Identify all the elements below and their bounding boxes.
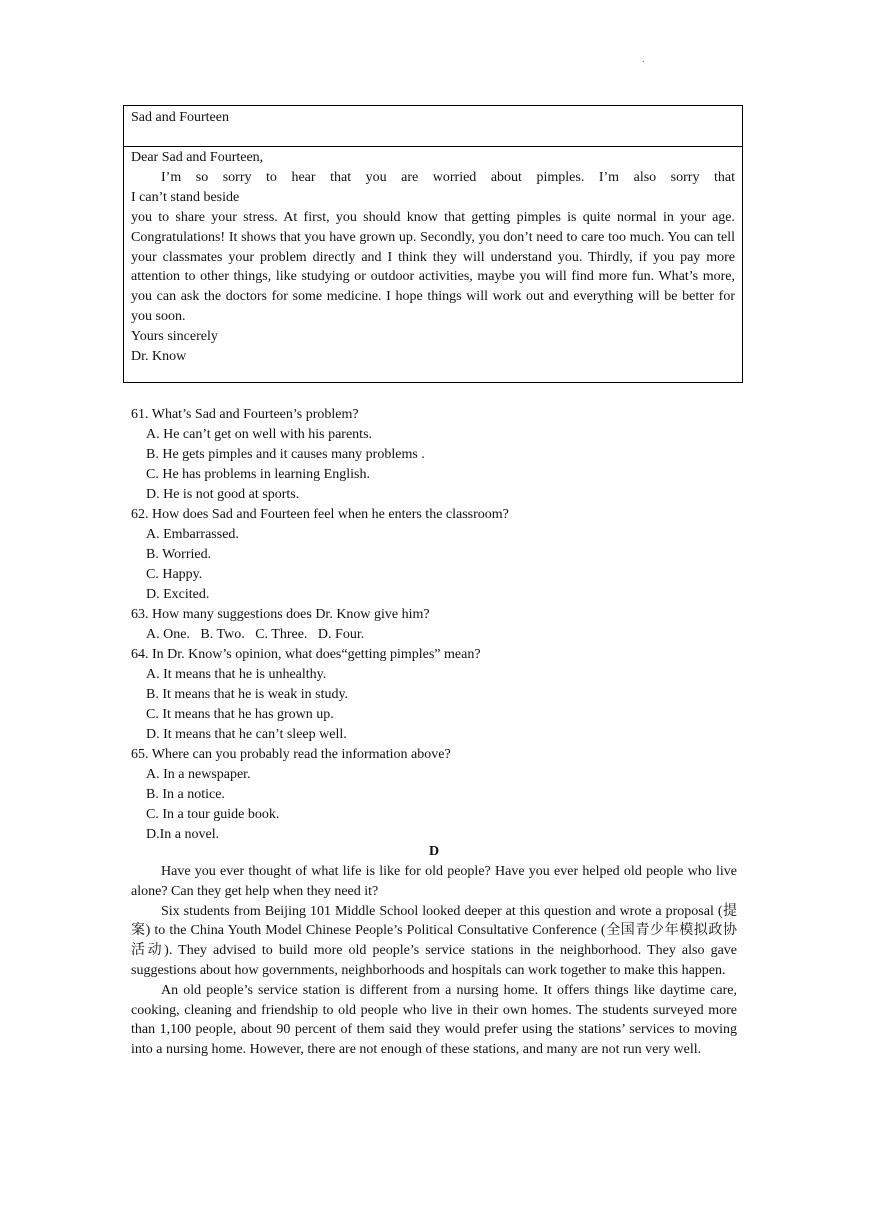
- question-option: B. He gets pimples and it causes many problems .: [146, 447, 425, 462]
- passage-paragraph: An old people’s service station is different from a nursing home. It offers things like daytime care, cooking, cleaning and friendship to old people who live in their own homes. The students surveyed more than 1,100 people, about 90 percent of them said they would prefer using the stations’ services to moving into a nursing home. However, there are not enough of these stations, and many are not run very well.: [131, 982, 737, 1058]
- question-stem: 61. What’s Sad and Fourteen’s problem?: [131, 407, 359, 422]
- passage-d: [131, 842, 737, 1060]
- question-option: D.In a novel.: [146, 827, 220, 842]
- header-mark: .: [642, 54, 645, 65]
- question-option: B. In a notice.: [146, 787, 225, 802]
- question-option: A. Embarrassed.: [146, 527, 239, 542]
- letter-box: [123, 105, 743, 383]
- question-list: [131, 405, 741, 845]
- question-options-inline: A. One. B. Two. C. Three. D. Four.: [146, 627, 365, 642]
- question-option: A. In a newspaper.: [146, 767, 251, 782]
- question-option: A. It means that he is unhealthy.: [146, 667, 327, 682]
- question-stem: 64. In Dr. Know’s opinion, what does“getting pimples” mean?: [131, 647, 481, 662]
- passage-paragraph: Six students from Beijing 101 Middle School looked deeper at this question and wrote a proposal (提案) to the China Youth Model Chinese People’s Political Consultative Conference (全国青少年模拟政协活动). They advised to build more old people’s service stations in the neighborhood. They also gave suggestions about how governments, neighborhoods and hospitals can work together to make this happen.: [131, 903, 737, 978]
- letter-para-line1: I’m so sorry to hear that you are worried about pimples. I’m also sorry that: [161, 170, 735, 185]
- letter-title: Sad and Fourteen: [124, 106, 742, 147]
- passage-paragraph: Have you ever thought of what life is like for old people? Have you ever helped old people who live alone? Can they get help when they need it?: [131, 864, 737, 899]
- question-stem: 62. How does Sad and Fourteen feel when he enters the classroom?: [131, 507, 509, 522]
- letter-para-line2: I can’t stand beside: [131, 190, 240, 205]
- letter-salutation: Dear Sad and Fourteen,: [131, 150, 264, 165]
- letter-body: [124, 147, 742, 367]
- question-option: C. Happy.: [146, 567, 203, 582]
- section-heading: D: [428, 844, 440, 859]
- question-option: C. It means that he has grown up.: [146, 707, 334, 722]
- letter-signature: Dr. Know: [131, 348, 187, 364]
- question-stem: 63. How many suggestions does Dr. Know give him?: [131, 607, 430, 622]
- question-option: A. He can’t get on well with his parents.: [146, 427, 373, 442]
- question-option: D. It means that he can’t sleep well.: [146, 727, 347, 742]
- question-option: C. In a tour guide book.: [146, 807, 280, 822]
- letter-closing: Yours sincerely: [131, 328, 218, 344]
- letter-para-rest: you to share your stress. At first, you should know that getting pimples is quite normal in your age. Congratulations! It shows that you have grown up. Secondly, you don’t need to care too much. You can tell your classmates your problem directly and I think they will understand you. Thirdly, if you pay more attention to other things, like studying or outdoor activities, maybe you will find more fun. What’s more, you can ask the doctors for some medicine. I hope things will work out and everything will be better for you soon.: [131, 210, 735, 324]
- question-option: B. It means that he is weak in study.: [146, 687, 349, 702]
- question-stem: 65. Where can you probably read the information above?: [131, 747, 451, 762]
- question-option: B. Worried.: [146, 547, 212, 562]
- question-option: D. Excited.: [146, 587, 210, 602]
- question-option: C. He has problems in learning English.: [146, 467, 370, 482]
- question-option: D. He is not good at sports.: [146, 487, 300, 502]
